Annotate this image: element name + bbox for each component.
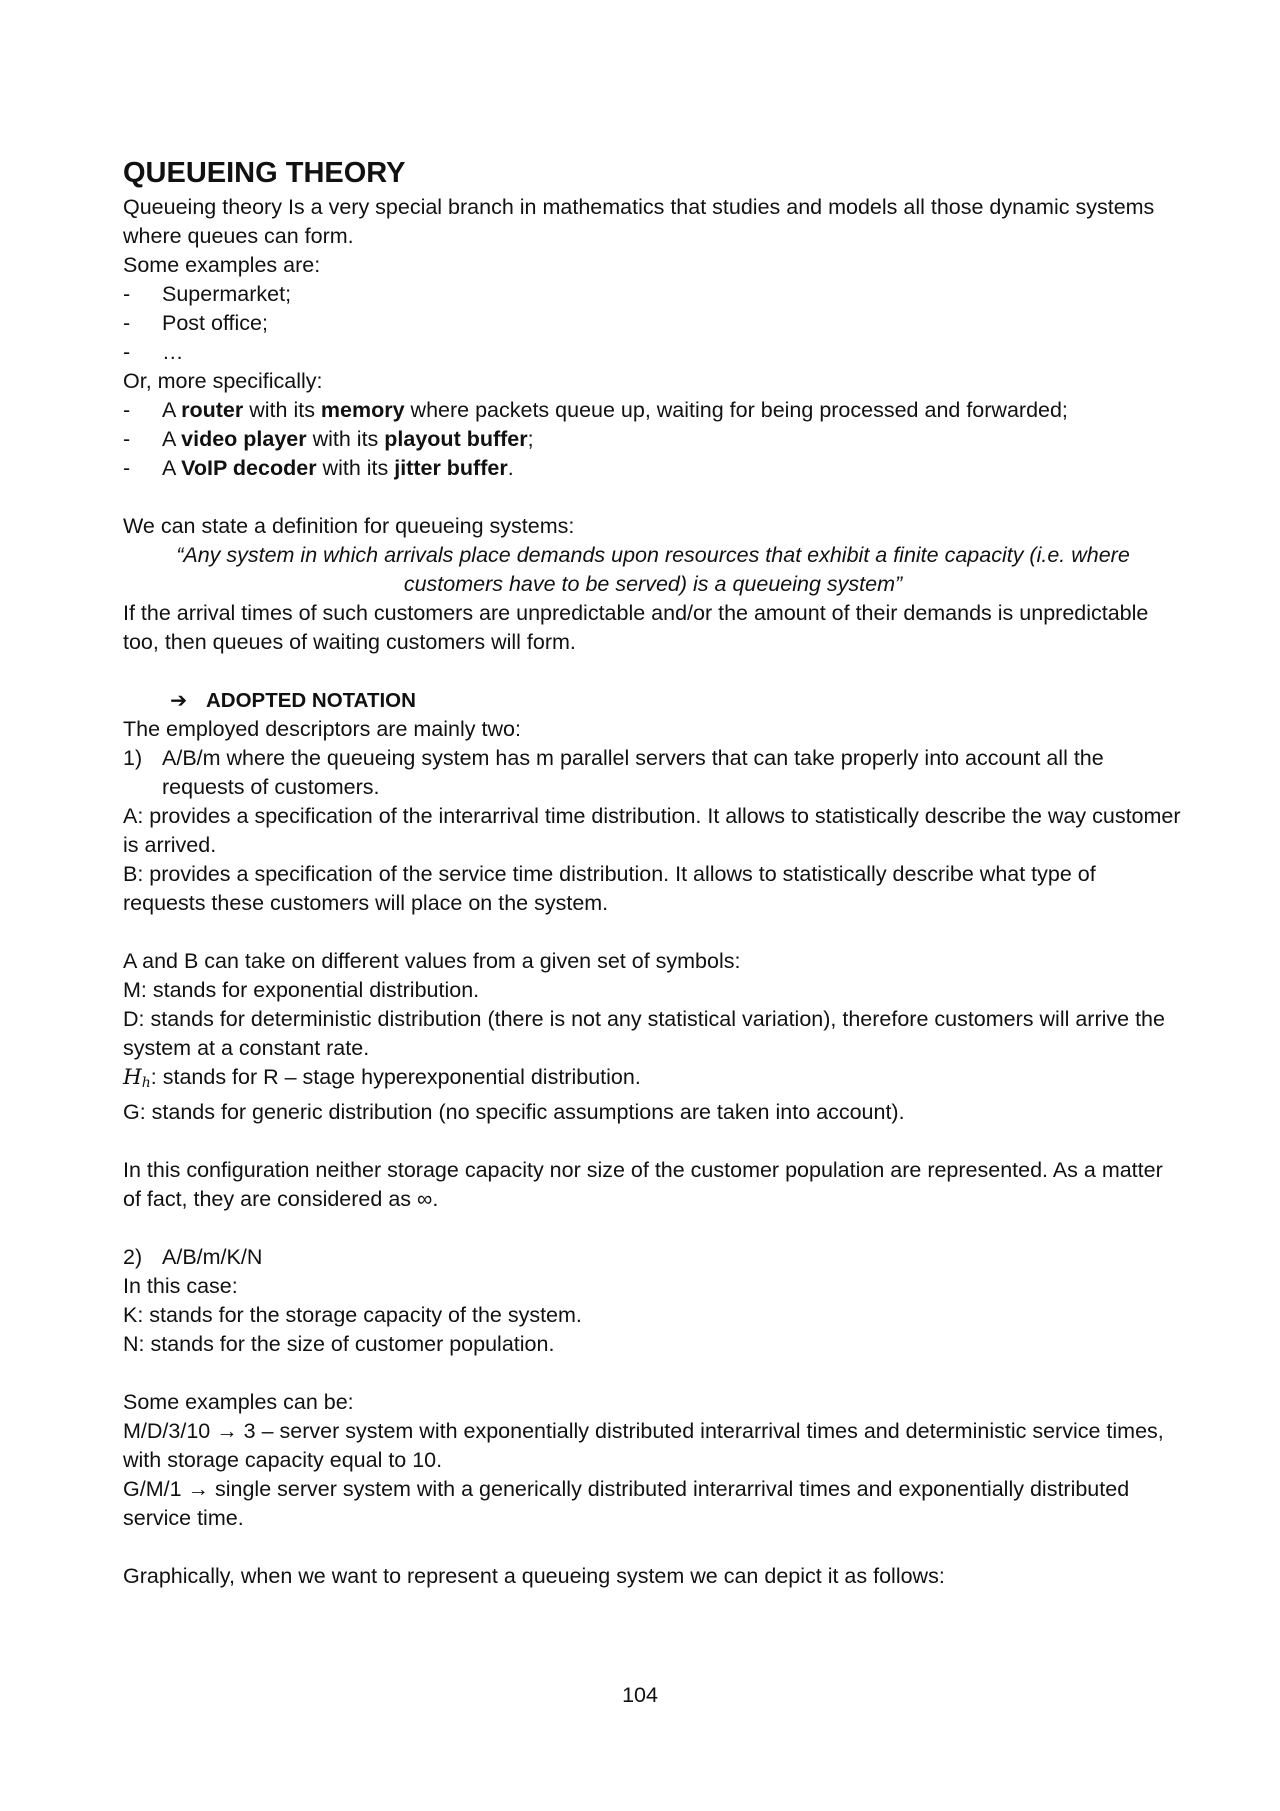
list-item-text: … [162, 340, 184, 364]
item-number: 1) [123, 746, 143, 770]
definition-follow: If the arrival times of such customers are unpredictable and/or the amount of their demands is unpredictable too, then queues of waiting customers will form. [123, 601, 1149, 654]
symbol-d: D: stands for deterministic distribution (there is not any statistical variation), therefore customers will arrive the system at a constant rate. [123, 1007, 1165, 1060]
symbols-intro: A and B can take on different values from a given set of symbols: [123, 949, 741, 973]
case-intro: In this case: [123, 1274, 238, 1298]
list-item-text: A [162, 456, 182, 480]
math-base: H [123, 1065, 142, 1090]
dash-bullet: - [123, 311, 131, 335]
specific-intro: Or, more specifically: [123, 369, 323, 393]
examples-intro: Some examples are: [123, 253, 321, 277]
list-item-text: ; [527, 427, 534, 451]
arrow-right-icon: ➔ [170, 689, 188, 712]
list-item-text: with its [316, 456, 395, 480]
math-symbol [123, 1065, 151, 1090]
symbol-g: G: stands for generic distribution (no specific assumptions are taken into account). [123, 1100, 905, 1124]
intro-paragraph: Queueing theory Is a very special branch in mathematics that studies and models all those dynamic systems where queues can form. [123, 195, 1155, 248]
list-item-text: Post office; [162, 311, 268, 335]
math-subscript: h [141, 1075, 151, 1091]
definition-quote: “Any system in which arrivals place demands upon resources that exhibit a finite capacity (i.e. where customers have to be served) is a queueing system” [176, 543, 1130, 596]
example-1: M/D/3/10 → 3 – server system with exponentially distributed interarrival times and deterministic service times, with storage capacity equal to 10. [123, 1419, 1164, 1472]
list-item [123, 454, 1183, 483]
bold-term: video player [181, 427, 307, 451]
section-heading-text: ADOPTED NOTATION [206, 689, 416, 712]
document-page [123, 155, 1183, 1591]
symbol-h [123, 1063, 1183, 1098]
item-number: 2) [123, 1245, 143, 1269]
list-item [123, 338, 1183, 367]
spacer [123, 918, 1183, 947]
spacer [123, 1127, 1183, 1156]
numbered-item-text: A/B/m where the queueing system has m parallel servers that can take properly into account all the requests of customers. [162, 746, 1104, 799]
numbered-item-text: A/B/m/K/N [162, 1245, 263, 1269]
list-item-text: where packets queue up, waiting for being processed and forwarded; [404, 398, 1068, 422]
section-heading [123, 686, 1183, 715]
b-description: B: provides a specification of the service time distribution. It allows to statistically describe what type of requests these customers will place on the system. [123, 862, 1096, 915]
k-description: K: stands for the storage capacity of the system. [123, 1303, 582, 1327]
spacer [123, 657, 1183, 686]
page-number: 104 [622, 1683, 658, 1707]
graph-intro: Graphically, when we want to represent a queueing system we can depict it as follows: [123, 1564, 945, 1588]
list-item-text: A [162, 427, 182, 451]
list-item-text: A [162, 398, 182, 422]
numbered-item [123, 744, 1183, 802]
dash-bullet: - [123, 398, 131, 422]
spacer [123, 1533, 1183, 1562]
dash-bullet: - [123, 456, 131, 480]
spacer [123, 1214, 1183, 1243]
examples2-intro: Some examples can be: [123, 1390, 354, 1414]
n-description: N: stands for the size of customer population. [123, 1332, 555, 1356]
bold-term: router [181, 398, 244, 422]
descriptors-intro: The employed descriptors are mainly two: [123, 717, 521, 741]
bold-term: jitter buffer [394, 456, 508, 480]
list-item-text: with its [243, 398, 321, 422]
symbol-m: M: stands for exponential distribution. [123, 978, 480, 1002]
bold-term: playout buffer [384, 427, 528, 451]
spacer [123, 1359, 1183, 1388]
bold-term: memory [320, 398, 405, 422]
dash-bullet: - [123, 340, 131, 364]
definition-intro: We can state a definition for queueing systems: [123, 514, 575, 538]
list-item-text: with its [306, 427, 385, 451]
bold-term: VoIP decoder [181, 456, 317, 480]
list-item [123, 425, 1183, 454]
spacer [123, 483, 1183, 512]
list-item-text: . [507, 456, 514, 480]
a-description: A: provides a specification of the interarrival time distribution. It allows to statistically describe the way customer is arrived. [123, 804, 1181, 857]
numbered-item [123, 1243, 1183, 1272]
config-paragraph: In this configuration neither storage capacity nor size of the customer population are represented. As a matter of fact, they are considered as ∞. [123, 1158, 1163, 1211]
list-item [123, 280, 1183, 309]
list-item-text: Supermarket; [162, 282, 292, 306]
symbol-h-text: : stands for R – stage hyperexponential distribution. [150, 1065, 641, 1089]
dash-bullet: - [123, 282, 131, 306]
example-2: G/M/1 → single server system with a generically distributed interarrival times and exponentially distributed service time. [123, 1477, 1130, 1530]
dash-bullet: - [123, 427, 131, 451]
list-item [123, 396, 1183, 425]
list-item [123, 309, 1183, 338]
page-title: QUEUEING THEORY [123, 157, 406, 189]
